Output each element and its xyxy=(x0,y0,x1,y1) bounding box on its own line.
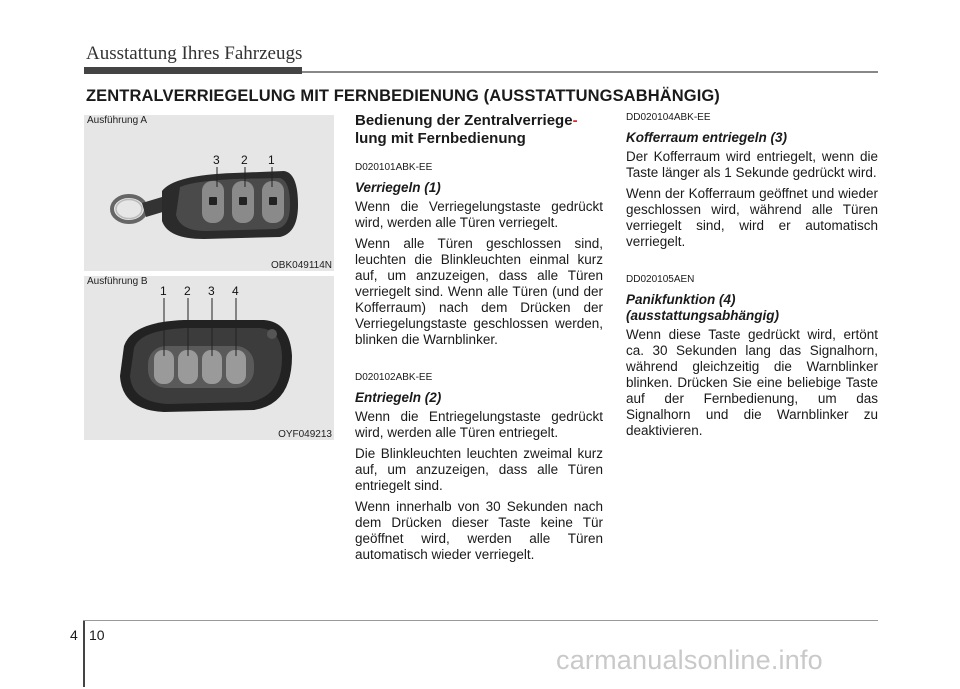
text-column-2 xyxy=(626,112,878,444)
paragraph: Die Blinkleuchten leuchten zweimal kurz auf, um anzuzeigen, dass alle Türen entriegelt sind. xyxy=(355,446,603,493)
reference-code: D020102ABK-EE xyxy=(355,372,433,383)
section-title: ZENTRALVERRIEGELUNG MIT FERNBEDIENUNG (AUSSTATTUNGSABHÄNGIG) xyxy=(86,87,720,105)
reference-code: DD020105AEN xyxy=(626,274,695,285)
paragraph: Wenn innerhalb von 30 Sekunden nach dem Drücken dieser Taste keine Tür geöffnet wird, werden alle Türen automatisch wieder verriegelt. xyxy=(355,499,603,562)
key-fob-a-illustration xyxy=(84,115,334,271)
section-heading xyxy=(355,112,603,148)
watermark: carmanualsonline.info xyxy=(556,645,823,675)
callout-3: 3 xyxy=(208,284,215,298)
callout-2: 2 xyxy=(241,153,248,167)
footer-rule xyxy=(83,620,878,621)
heading-text: Bedienung der Zentralverriege xyxy=(355,112,573,129)
page-number: 10 xyxy=(89,627,105,643)
subsection-title: Entriegeln (2) xyxy=(355,390,442,405)
figure-version-b xyxy=(84,276,334,440)
heading-hyphen: - xyxy=(572,112,578,129)
subsection-title-line2: (ausstattungsabhängig) xyxy=(626,308,780,323)
callout-4: 4 xyxy=(232,284,239,298)
paragraph: Wenn die Entriegelungstaste gedrückt wird, werden alle Türen entriegelt. xyxy=(355,409,603,440)
header-rule xyxy=(302,71,878,73)
text-column-1 xyxy=(355,112,603,568)
paragraph: Wenn der Kofferraum geöffnet und wieder geschlossen wird, während alle Türen verriegelt sind, wird er automatisch verriegelt. xyxy=(626,186,878,249)
callout-1: 1 xyxy=(160,284,167,298)
figure-version-a xyxy=(84,115,334,271)
reference-code: D020101ABK-EE xyxy=(355,162,433,173)
subsection-title: Verriegeln (1) xyxy=(355,180,441,195)
figure-b-label: Ausführung B xyxy=(87,276,148,287)
figure-b-code: OYF049213 xyxy=(278,429,332,440)
figure-a-label: Ausführung A xyxy=(87,115,148,126)
smart-key-b-illustration xyxy=(84,276,334,440)
paragraph: Wenn die Verriegelungstaste gedrückt wird, werden alle Türen verriegelt. xyxy=(355,199,603,230)
callout-3: 3 xyxy=(213,153,220,167)
figure-a-code: OBK049114N xyxy=(271,260,332,271)
reference-code: DD020104ABK-EE xyxy=(626,112,711,123)
header-bar xyxy=(84,67,302,74)
subsection-title: Kofferraum entriegeln (3) xyxy=(626,130,788,145)
subsection-title: Panikfunktion (4) xyxy=(626,292,736,307)
callout-1: 1 xyxy=(268,153,275,167)
footer-divider xyxy=(83,621,85,687)
heading-text-line2: lung mit Fernbedienung xyxy=(355,130,526,147)
callout-2: 2 xyxy=(184,284,191,298)
paragraph: Wenn alle Türen geschlossen sind, leuchten die Blinkleuchten einmal kurz auf, um anzuzeigen, dass alle Türen verriegelt sind. Wenn alle Türen (und der Kofferraum) nach dem Drücken der Verriegelungstaste geschlossen werden, blinken die Warnblinker. xyxy=(355,236,603,347)
chapter-number: 4 xyxy=(70,627,78,643)
header-title: Ausstattung Ihres Fahrzeugs xyxy=(86,43,303,64)
paragraph: Der Kofferraum wird entriegelt, wenn die Taste länger als 1 Sekunde gedrückt wird. xyxy=(626,149,878,180)
paragraph: Wenn diese Taste gedrückt wird, ertönt ca. 30 Sekunden lang das Signalhorn, während gleichzeitig die Warnblinker blinken. Drücken Sie eine beliebige Taste auf der Fernbedienung, um das Signalhorn und die Warnblinker zu deaktivieren. xyxy=(626,327,878,438)
